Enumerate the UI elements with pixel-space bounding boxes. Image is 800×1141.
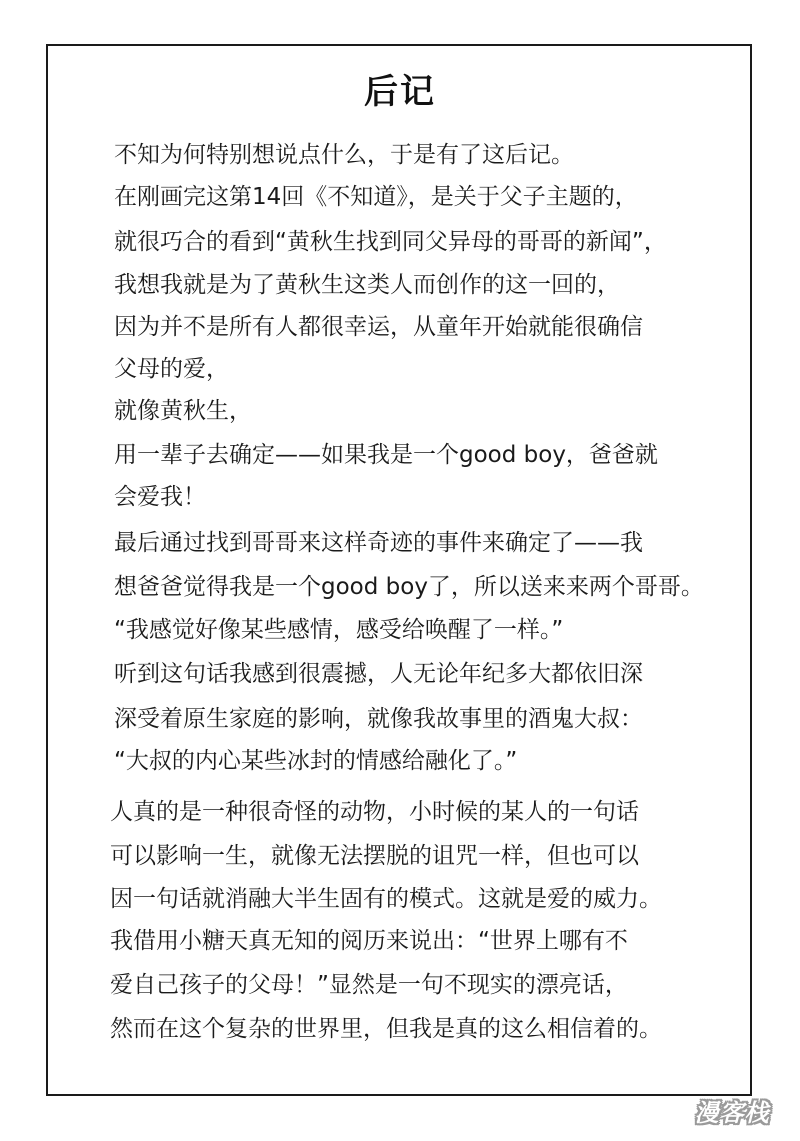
- text-line: 就很巧合的看到“黄秋生找到同父异母的哥哥的新闻”，: [114, 229, 667, 255]
- text-line: 人真的是一种很奇怪的动物，小时候的某人的一句话: [110, 799, 639, 825]
- text-line: 可以影响一生，就像无法摆脱的诅咒一样，但也可以: [110, 843, 639, 869]
- text-line: 然而在这个复杂的世界里，但我是真的这么相信着的。: [110, 1016, 662, 1042]
- text-line: 最后通过找到哥哥来这样奇迹的事件来确定了——我: [114, 530, 643, 556]
- text-line: 听到这句话我感到很震撼，人无论年纪多大都依旧深: [114, 661, 643, 687]
- text-line: “我感觉好像某些感情，感受给唤醒了一样。”: [114, 617, 564, 643]
- text-line: 在刚画完这第14回《不知道》，是关于父子主题的，: [114, 184, 638, 210]
- text-line: 深受着原生家庭的影响，就像我故事里的酒鬼大叔：: [114, 706, 643, 732]
- text-line: 爱自己孩子的父母！”显然是一句不现实的漂亮话，: [110, 972, 628, 998]
- text-line: 会爱我！: [114, 484, 206, 510]
- text-line: “大叔的内心某些冰封的情感给融化了。”: [114, 748, 518, 774]
- text-line: 用一辈子去确定——如果我是一个good boy，爸爸就: [114, 442, 658, 468]
- page-title: 后记: [364, 72, 436, 112]
- text-line: 就像黄秋生，: [114, 398, 252, 424]
- text-line: 不知为何特别想说点什么，于是有了这后记。: [114, 142, 574, 168]
- text-line: 我借用小糖天真无知的阅历来说出：“世界上哪有不: [110, 928, 628, 954]
- watermark-text: 漫客栈: [694, 1098, 770, 1127]
- watermark-logo: [674, 1093, 790, 1127]
- text-line: 我想我就是为了黄秋生这类人而创作的这一回的，: [114, 272, 620, 298]
- text-line: 因一句话就消融大半生固有的模式。这就是爱的威力。: [110, 886, 662, 912]
- text-line: 父母的爱，: [114, 356, 229, 382]
- text-line: 因为并不是所有人都很幸运，从童年开始就能很确信: [114, 314, 643, 340]
- text-line: 想爸爸觉得我是一个good boy了，所以送来来两个哥哥。: [114, 574, 704, 600]
